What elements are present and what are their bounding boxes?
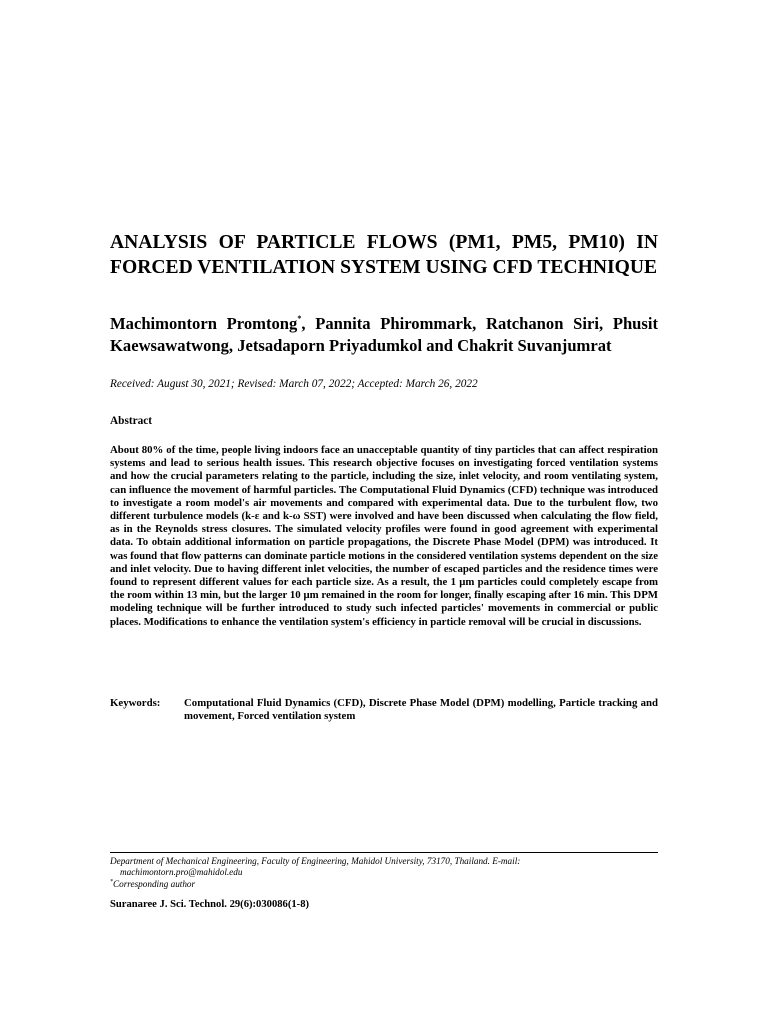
co-author-names: , Pannita Phirommark, Ratchanon Siri, Phusit Kaewsawatwong, Jetsadaporn Priyadumkol and Chakrit Suvanjumrat <box>110 314 659 355</box>
footnote-divider <box>110 852 658 853</box>
author-list <box>110 313 658 356</box>
keywords-block <box>110 697 658 723</box>
corresponding-author-note <box>110 879 195 890</box>
keywords-list: Computational Fluid Dynamics (CFD), Discrete Phase Model (DPM) modelling, Particle tracking and movement, Forced ventilation system <box>184 697 658 723</box>
corresponding-author-mark: * <box>297 314 302 323</box>
corresponding-author-name: Machimontorn Promtong <box>110 314 298 333</box>
corresponding-note-text: Corresponding author <box>113 879 196 889</box>
journal-citation: Suranaree J. Sci. Technol. 29(6):030086(1-8) <box>110 899 310 910</box>
paper-page <box>110 0 658 1024</box>
paper-title: ANALYSIS OF PARTICLE FLOWS (PM1, PM5, PM10) IN FORCED VENTILATION SYSTEM USING CFD TECHNIQUE <box>110 232 658 278</box>
submission-dates: Received: August 30, 2021; Revised: March 07, 2022; Accepted: March 26, 2022 <box>110 378 478 390</box>
abstract-heading: Abstract <box>110 415 153 427</box>
keywords-label: Keywords: <box>110 697 161 709</box>
abstract-body: About 80% of the time, people living indoors face an unacceptable quantity of tiny particles that can affect respiration systems and lead to serious health issues. This research objective focuses on investigating forced ventilation systems and how the crucial parameters relating to the particle, including the size, inlet velocity, and room ventilating system, can influence the movement of harmful particles. The Computational Fluid Dynamics (CFD) technique was introduced to investigate a room model's air movements and compared with experimental data. Due to the turbulent flow, two different turbulence models (k-ε and k-ω SST) were involved and have been discussed when calculating the flow field, as in the Reynolds stress closures. The simulated velocity profiles were found in good agreement with experimental data. To obtain additional information on particle propagations, the Discrete Phase Model (DPM) was introduced. It was found that flow patterns can dominate particle motions in the considered ventilation systems dependent on the size and inlet velocity. Due to having different inlet velocities, the number of escaped particles and the residence times were found to represent different values for each particle size. As a result, the 1 μm particles could completely escape from the room within 13 min, but the larger 10 μm remained in the room for longer, finally escaping after 16 min. This DPM modeling technique will be further introduced to study such infected particles' movements in commercial or public places. Modifications to enhance the ventilation system's efficiency in particle removal will be crucial in discussions. <box>110 444 658 628</box>
corresponding-note-mark: * <box>110 878 113 885</box>
affiliation-footnote <box>110 856 658 878</box>
author-email: machimontorn.pro@mahidol.edu <box>120 867 243 877</box>
affiliation-text: Department of Mechanical Engineering, Faculty of Engineering, Mahidol University, 73170, Thailand. E-mail: <box>110 856 521 866</box>
